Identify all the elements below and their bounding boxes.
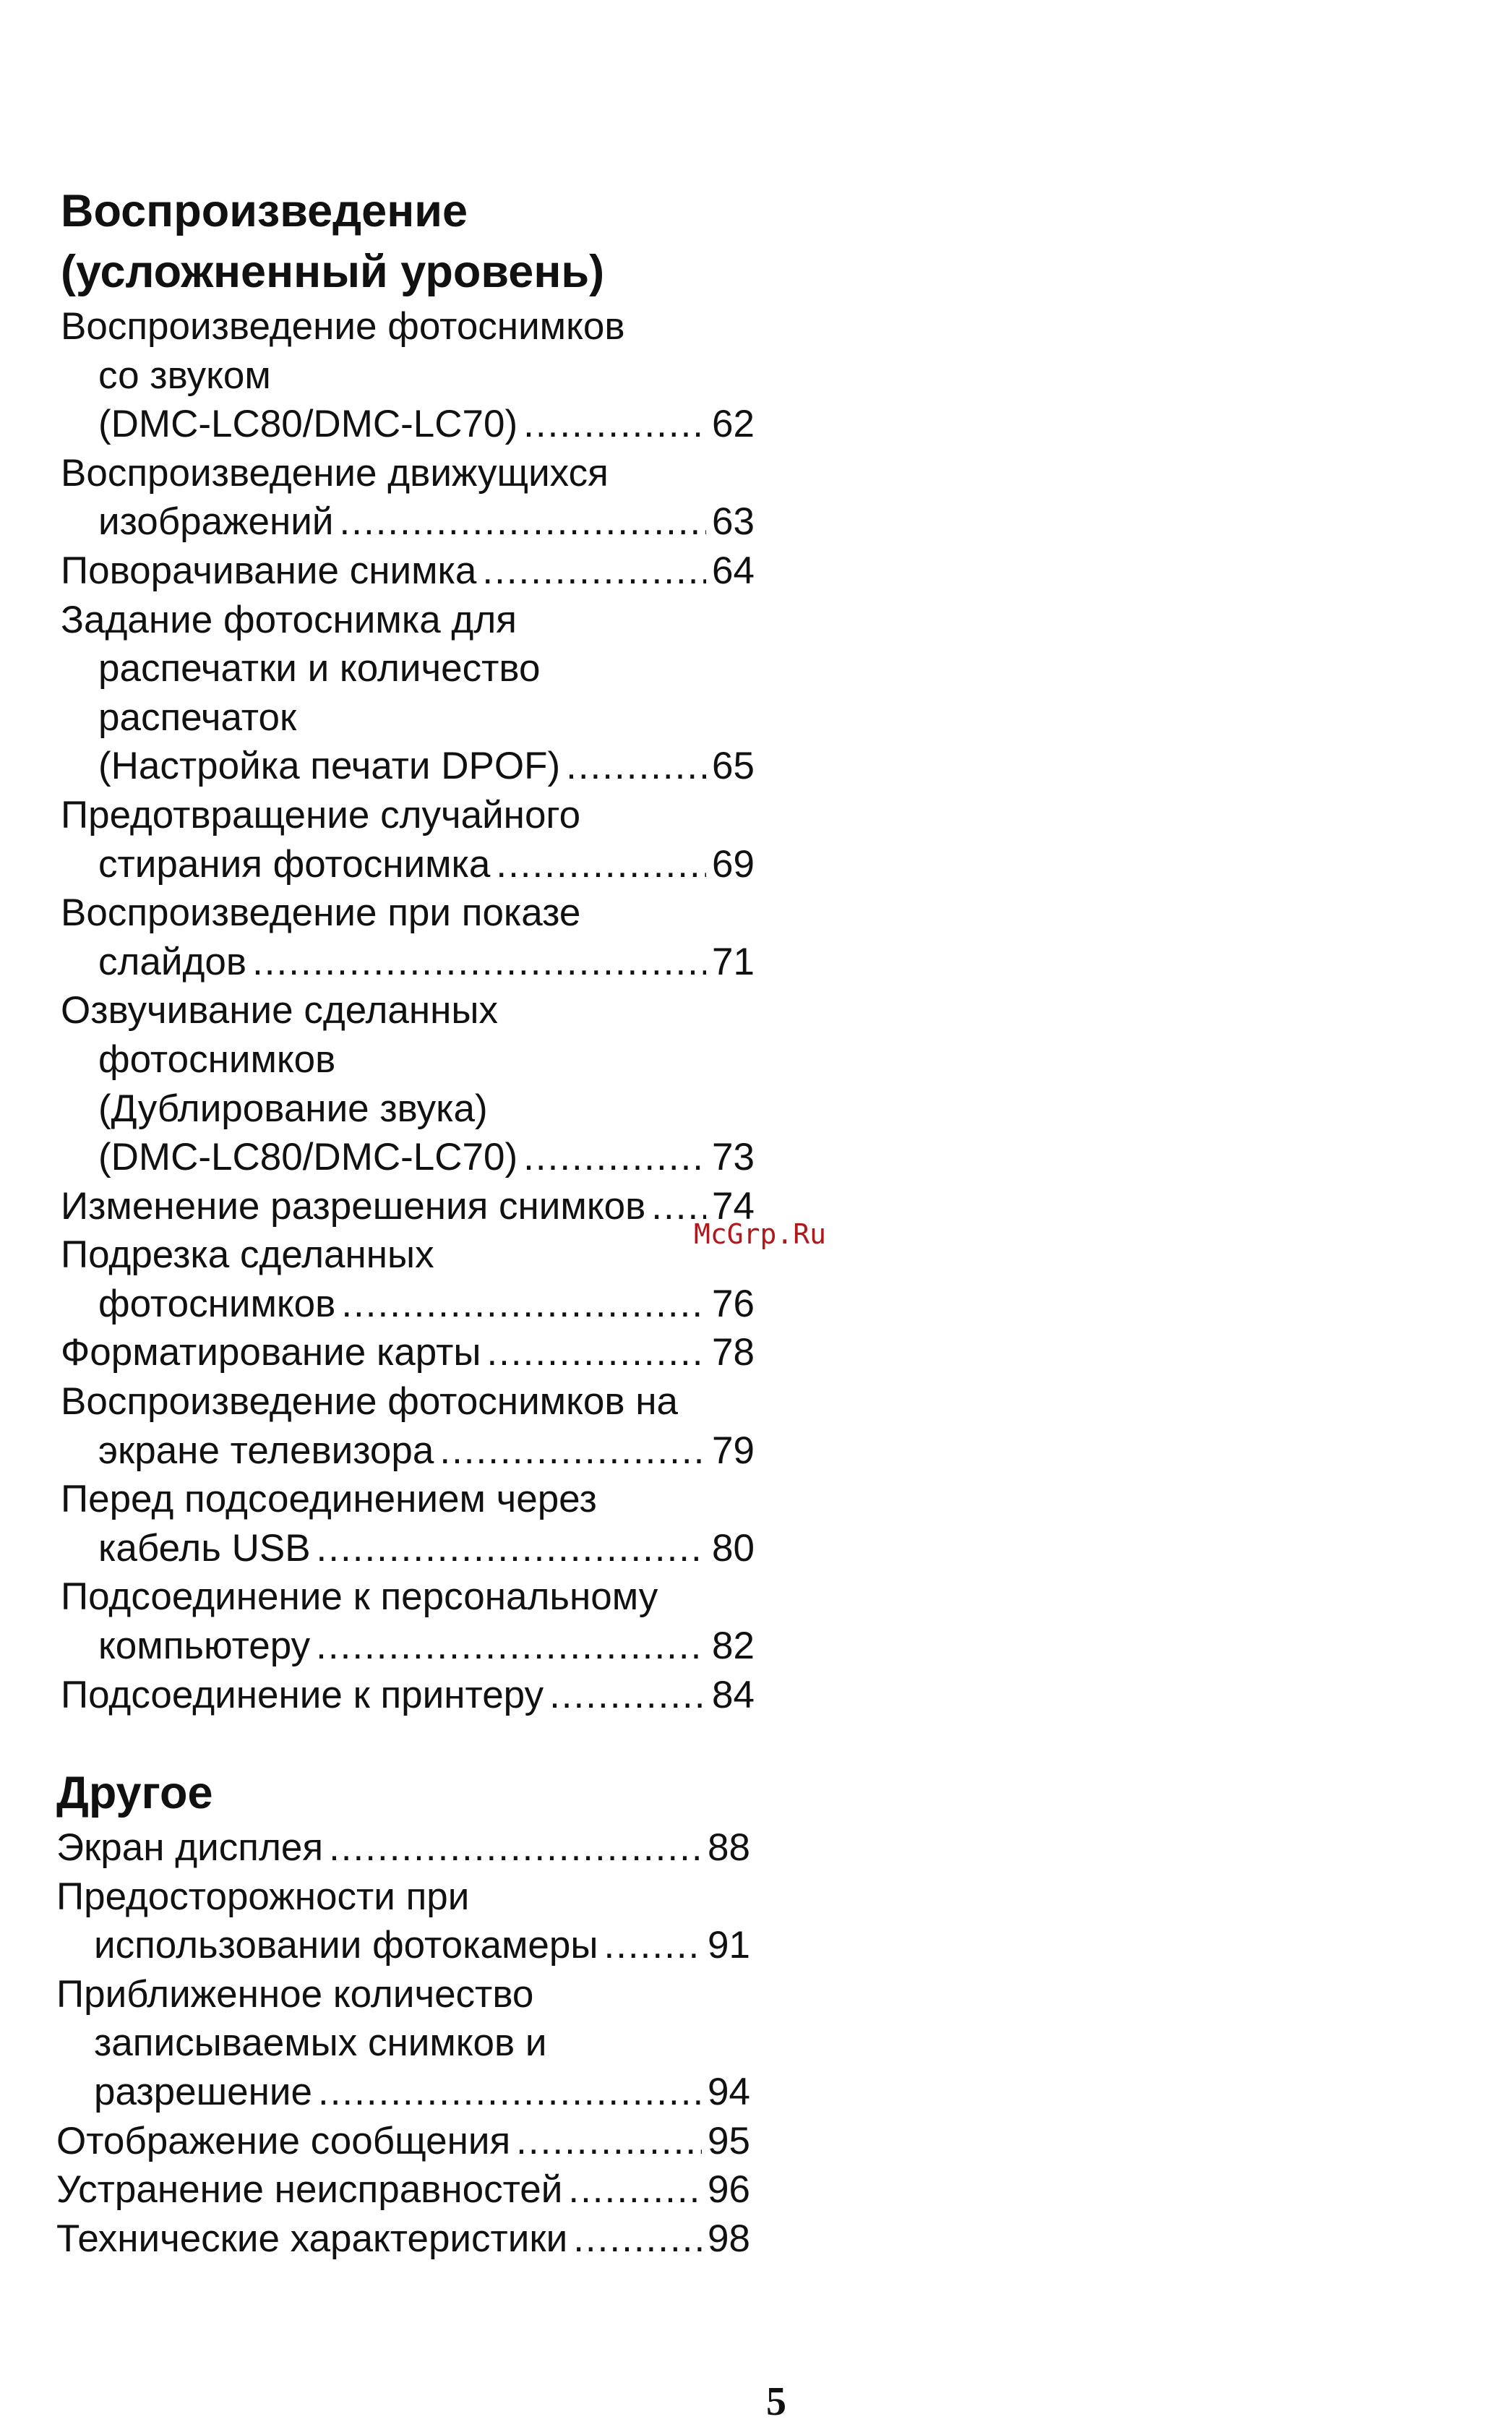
dot-leader	[341, 1280, 706, 1329]
toc-page-number: 82	[712, 1625, 755, 1668]
toc-entry[interactable]	[56, 1970, 750, 2117]
toc-entry[interactable]	[56, 2117, 750, 2166]
toc-entry-title: Отображение сообщения	[56, 2119, 511, 2162]
toc-entry-last-line	[61, 1524, 755, 1573]
toc-entry[interactable]	[56, 1873, 750, 1970]
toc-page-number: 79	[712, 1429, 755, 1472]
toc-entry[interactable]	[61, 1475, 755, 1572]
toc-entry[interactable]	[61, 547, 755, 596]
section-heading	[56, 1763, 750, 1823]
toc-entry-last-line	[61, 547, 755, 596]
toc-entry-title: Устранение неисправностей	[56, 2168, 563, 2212]
toc-page-number: 84	[712, 1673, 755, 1716]
dot-leader	[523, 1133, 706, 1182]
toc-entry-last-line	[61, 497, 755, 547]
toc-entry-line: (Дублирование звука)	[98, 1087, 488, 1130]
toc-entry-line: Подсоединение к персональному	[61, 1575, 658, 1619]
toc-entry-last-line	[56, 2165, 750, 2214]
section-heading-line: Другое	[56, 1768, 213, 1818]
toc-entry-last-line	[56, 2214, 750, 2264]
dot-leader	[566, 742, 706, 791]
dot-leader	[439, 1426, 706, 1476]
toc-entry[interactable]	[61, 1231, 755, 1328]
toc-entry-title: Изменение разрешения снимков	[61, 1184, 646, 1228]
section-heading-line: Воспроизведение	[61, 186, 468, 236]
toc-entry-title: компьютеру	[98, 1625, 311, 1668]
toc-entry[interactable]	[61, 1377, 755, 1475]
toc-entry[interactable]	[61, 596, 755, 791]
page-number: 5	[766, 2379, 786, 2424]
toc-entry[interactable]	[61, 1328, 755, 1377]
toc-entry[interactable]	[61, 449, 755, 547]
toc-page-number: 62	[712, 403, 755, 446]
toc-entry-line: фотоснимков	[98, 1037, 336, 1081]
toc-entry-title: фотоснимков	[98, 1282, 336, 1325]
dot-leader	[486, 1328, 706, 1377]
toc-entry-last-line	[61, 938, 755, 987]
toc-entry-last-line	[61, 1133, 755, 1182]
dot-leader	[340, 497, 707, 547]
toc-entry[interactable]	[61, 1182, 755, 1231]
toc-page-number: 63	[712, 500, 755, 544]
toc-page-number: 65	[712, 745, 755, 788]
section-heading-line: (усложненный уровень)	[61, 247, 605, 297]
toc-entry-line: Задание фотоснимка для	[61, 598, 517, 641]
toc-section-other	[56, 1763, 750, 2263]
toc-entry-line: Воспроизведение движущихся	[61, 451, 609, 495]
dot-leader	[316, 1622, 706, 1671]
watermark-text: McGrp.Ru	[694, 1218, 827, 1250]
toc-entry-last-line	[61, 1182, 755, 1231]
toc-entry-line: Приближенное количество	[56, 1972, 534, 2016]
toc-entry-title: (DMC-LC80/DMC-LC70)	[98, 1136, 518, 1179]
toc-entry[interactable]	[61, 1572, 755, 1670]
toc-entry-title: экране телевизора	[98, 1429, 434, 1472]
section-heading	[61, 181, 755, 302]
toc-page-number: 80	[712, 1526, 755, 1570]
toc-entry-last-line	[56, 2117, 750, 2166]
dot-leader	[568, 2165, 702, 2214]
toc-entry-last-line	[61, 1280, 755, 1329]
toc-entry-last-line	[61, 400, 755, 449]
toc-entry-title: Технические характеристики	[56, 2217, 568, 2260]
toc-entry-last-line	[61, 1671, 755, 1720]
dot-leader	[318, 2068, 702, 2117]
toc-page-number: 71	[712, 940, 755, 983]
toc-page-number: 73	[712, 1136, 755, 1179]
toc-entry[interactable]	[56, 1823, 750, 1873]
toc-entry-last-line	[61, 1328, 755, 1377]
toc-entry[interactable]	[56, 2165, 750, 2214]
toc-section-playback-advanced	[61, 181, 755, 1719]
dot-leader	[549, 1671, 706, 1720]
toc-entry-last-line	[61, 840, 755, 889]
dot-leader	[252, 938, 706, 987]
toc-page-number: 94	[708, 2070, 750, 2113]
dot-leader	[329, 1823, 702, 1873]
toc-page-number: 91	[708, 1924, 750, 1967]
toc-page-number: 64	[712, 549, 755, 592]
toc-page-number: 69	[712, 842, 755, 886]
toc-page-number: 96	[708, 2168, 750, 2212]
toc-entry-title: (DMC-LC80/DMC-LC70)	[98, 403, 518, 446]
toc-entry-title: слайдов	[98, 940, 247, 983]
toc-entry-last-line	[56, 1823, 750, 1873]
toc-entry-line: Воспроизведение фотоснимков на	[61, 1380, 679, 1424]
toc-entry-line: Воспроизведение при показе	[61, 891, 581, 935]
toc-entry-line: Предосторожности при	[56, 1875, 470, 1918]
toc-entry-line: Воспроизведение фотоснимков	[61, 305, 625, 348]
toc-entry-title: разрешение	[94, 2070, 312, 2113]
toc-page-number: 98	[708, 2217, 750, 2260]
toc-entry-title: Поворачивание снимка	[61, 549, 477, 592]
dot-leader	[317, 1524, 707, 1573]
toc-entry-line: со звуком	[98, 354, 271, 397]
toc-entry-line: Подрезка сделанных	[61, 1233, 434, 1277]
dot-leader	[496, 840, 706, 889]
toc-entry[interactable]	[61, 889, 755, 986]
toc-entry[interactable]	[61, 302, 755, 449]
toc-entry-line: записываемых снимков и	[94, 2021, 547, 2065]
toc-entry[interactable]	[56, 2214, 750, 2264]
toc-entry-title: стирания фотоснимка	[98, 842, 491, 886]
dot-leader	[523, 400, 706, 449]
toc-entry-title: Экран дисплея	[56, 1826, 324, 1869]
toc-entry-title: кабель USB	[98, 1526, 311, 1570]
dot-leader	[573, 2214, 702, 2264]
toc-entry-title: Подсоединение к принтеру	[61, 1673, 544, 1716]
dot-leader	[482, 547, 706, 596]
toc-entry-title: (Настройка печати DPOF)	[98, 745, 561, 788]
toc-entry-line: распечатки и количество	[98, 647, 541, 690]
dot-leader	[603, 1921, 702, 1970]
toc-entry-title: Форматирование карты	[61, 1331, 481, 1374]
toc-entry-last-line	[61, 1622, 755, 1671]
toc-page-number: 88	[708, 1826, 750, 1869]
toc-page-number: 74	[712, 1184, 755, 1228]
toc-entry-line: Предотвращение случайного	[61, 793, 581, 836]
toc-entry-title: использовании фотокамеры	[94, 1924, 598, 1967]
toc-entry-last-line	[61, 1426, 755, 1476]
toc-entry-title: изображений	[98, 500, 334, 544]
toc-entry-line: Озвучивание сделанных	[61, 989, 499, 1032]
toc-entry[interactable]	[61, 986, 755, 1181]
toc-entry[interactable]	[61, 791, 755, 889]
toc-page-number: 95	[708, 2119, 750, 2162]
toc-entry-last-line	[56, 2068, 750, 2117]
toc-page-number: 78	[712, 1331, 755, 1374]
toc-entry-line: распечаток	[98, 696, 297, 739]
toc-entry-last-line	[56, 1921, 750, 1970]
toc-entry[interactable]	[61, 1671, 755, 1720]
dot-leader	[516, 2117, 702, 2166]
toc-entry-last-line	[61, 742, 755, 791]
toc-page-number: 76	[712, 1282, 755, 1325]
toc-entry-line: Перед подсоединением через	[61, 1478, 597, 1521]
